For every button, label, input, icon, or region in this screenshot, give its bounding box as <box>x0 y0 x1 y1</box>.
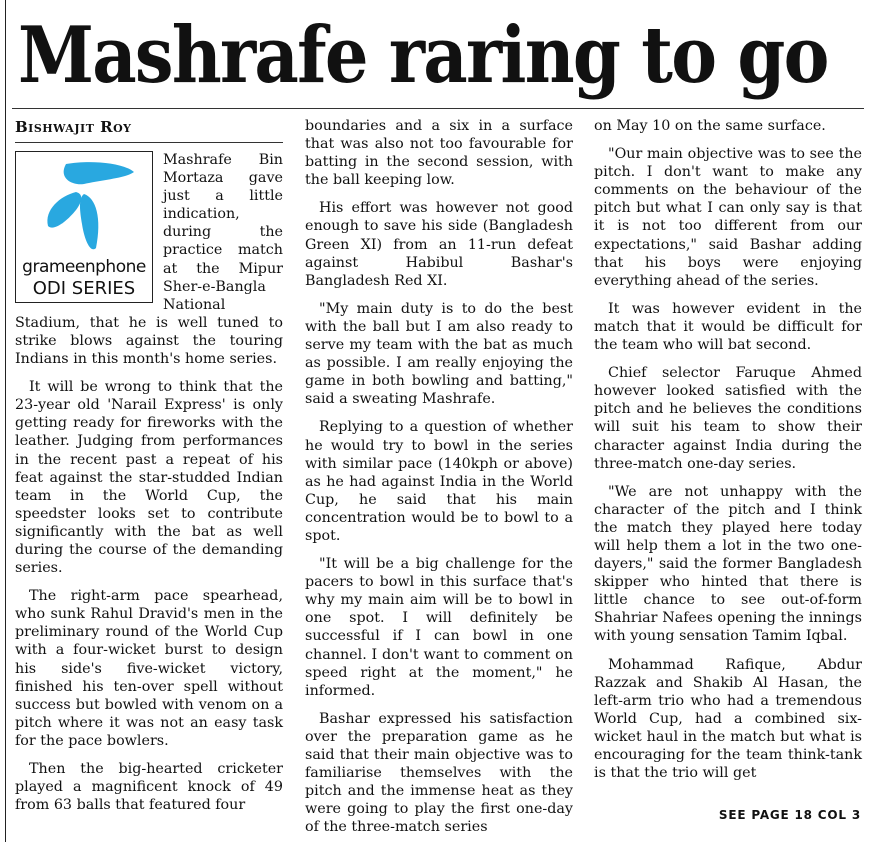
article-column-1 <box>15 117 283 824</box>
continuation-note: SEE PAGE 18 COL 3 <box>718 808 861 822</box>
byline: Bishwajit Roy <box>15 118 132 136</box>
paragraph: on May 10 on the same surface. <box>594 118 826 134</box>
paragraph: Replying to a question of whether he would try to bowl in the series with similar pace (140kph or above) as he had against India in the World Cup, he said that his main concentration would be to bowl to a spot. <box>305 419 573 544</box>
headline-rule <box>12 108 864 109</box>
paragraph: "Our main objective was to see the pitch. I don't want to make any comments on the behaviour of the pitch but what I can only say is that it is not too different from our expectations," said Bashar adding that his boys were enjoying everything ahead of the series. <box>594 146 862 289</box>
sponsor-brand-name: grameenphone <box>22 257 146 277</box>
paragraph: It was however evident in the match that it would be difficult for the team who will bat second. <box>594 300 862 354</box>
telenor-propeller-icon <box>26 158 142 258</box>
paragraph: "We are not unhappy with the character of the pitch and I think the match they played here today will help them a lot in the two one-dayers," said the former Bangladesh skipper who hinted that there is little chance to see out-of-form Shahriar Nafees opening the innings with young sensation Tamim Iqbal. <box>594 483 862 645</box>
paragraph: Bashar expressed his satisfaction over the preparation game as he said that their main objective was to familiarise themselves with the pitch and the immense heat as they were going to play the first one-day of the three-match series <box>305 710 573 836</box>
paragraph: "My main duty is to do the best with the ball but I am also ready to serve my team with the bat as much as possible. I am really enjoying the game in both bowling and batting," said a sweating Mashrafe. <box>305 300 573 408</box>
sponsor-logo-box <box>15 151 153 303</box>
paragraph: Then the big-hearted cricketer played a magnificent knock of 49 from 63 balls that featured four <box>15 761 283 814</box>
paragraph: The right-arm pace spearhead, who sunk Rahul Dravid's men in the preliminary round of the World Cup with a four-wicket burst to design his side's five-wicket victory, finished his ten-over spell without success but bowled with venom on a pitch where it was not an easy task for the pace bowlers. <box>15 588 283 749</box>
paragraph: boundaries and a six in a surface that was also not too favourable for batting in the second session, with the ball keeping low. <box>305 118 573 189</box>
paragraph: Mashrafe Bin Mortaza gave just a little indication, during the practice match at the Mipur Sher-e-Bangla National Stadium, that he is well tuned to strike blows against the touring Indians in this month's home series. <box>15 152 283 368</box>
paragraph: His effort was however not good enough to save his side (Bangladesh Green XI) from an 11-run defeat against Habibul Bashar's Bangladesh Red XI. <box>305 200 573 289</box>
article-column-2 <box>305 117 573 846</box>
headline: Mashrafe raring to go <box>18 10 828 101</box>
paragraph: "It will be a big challenge for the pacers to bowl in this surface that's why my main aim will be to bowl in one spot. I will definitely be successful if I can bowl in one channel. I don't want to comment on speed right at the moment," he informed. <box>305 556 573 699</box>
paragraph: Mohammad Rafique, Abdur Razzak and Shakib Al Hasan, the left-arm trio who had a tremendous World Cup, had a combined six-wicket haul in the match but what is encouraging for the team think-tank is that the trio will get <box>594 656 862 782</box>
byline-rule <box>15 142 283 143</box>
paragraph: It will be wrong to think that the 23-year old 'Narail Express' is only getting ready for fireworks with the leather. Judging from performances in the recent past a repeat of his feat against the star-studded Indian team in the World Cup, the speedster looks set to contribute significantly with the bat as well during the course of the demanding series. <box>15 379 283 577</box>
sponsor-series-label: ODI SERIES <box>32 278 136 299</box>
paragraph: Chief selector Faruque Ahmed however looked satisfied with the pitch and he believes the conditions will suit his team to show their character against India during the three-match one-day series. <box>594 365 862 472</box>
left-column-rule <box>5 0 6 842</box>
article-column-3 <box>594 117 862 792</box>
